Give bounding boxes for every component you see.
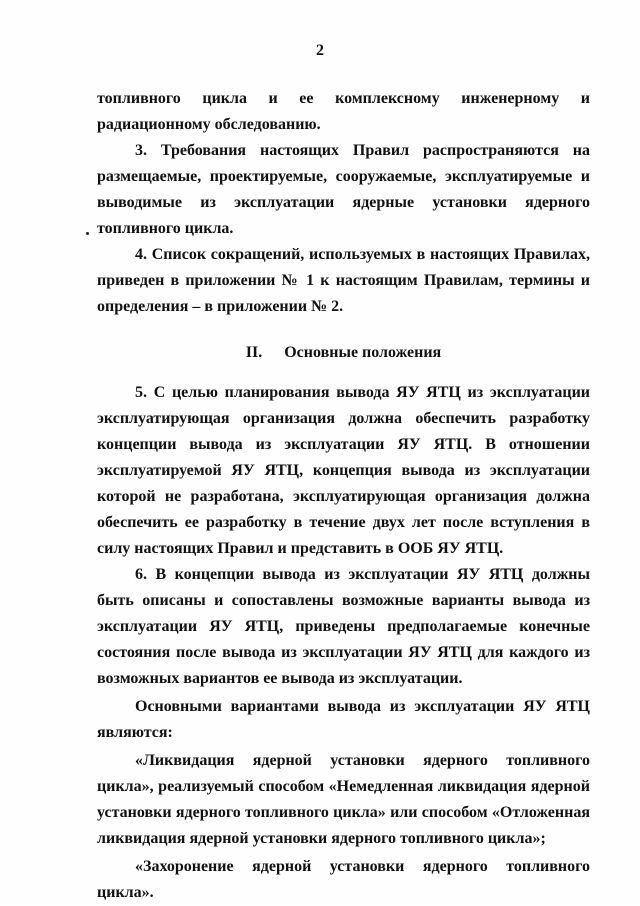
variant-liquidation: «Ликвидация ядерной установки ядерного топливного цикла», реализуемый способом «Немедленная ликвидация ядерной установки ядерного топливного цикла» или способом «Отложенная ликвидация ядерной установки ядерного топливного цикла»; <box>97 752 590 847</box>
paragraph-5: 5. С целью планирования вывода ЯУ ЯТЦ из эксплуатации эксплуатирующая организация должна обеспечить разработку концепции вывода из эксплуатации ЯУ ЯТЦ. В отношении эксплуатируемой ЯУ ЯТЦ, концепция вывода из эксплуатации которой не разработана, эксплуатирующая организация должна обеспечить ее разработку в течение двух лет после вступления в силу настоящих Правил и представить в ООБ ЯУ ЯТЦ. <box>97 384 590 557</box>
section-number: II. <box>245 344 263 361</box>
variants-intro: Основными вариантами вывода из эксплуатации ЯУ ЯТЦ являются: <box>97 698 590 741</box>
paragraph-6: 6. В концепции вывода из эксплуатации ЯУ ЯТЦ должны быть описаны и сопоставлены возможные варианты вывода из эксплуатации ЯУ ЯТЦ, приведены предполагаемые конечные состояния после вывода из эксплуатации ЯУ ЯТЦ для каждого из возможных вариантов ее вывода из эксплуатации. <box>97 566 590 687</box>
page-number: 2 <box>316 42 324 59</box>
section-title: Основные положения <box>284 344 442 361</box>
paragraph-3: 3. Требования настоящих Правил распространяются на размещаемые, проектируемые, сооружаемые, эксплуатируемые и выводимые из эксплуатации ядерные установки ядерного топливного цикла. <box>97 142 590 237</box>
paragraph-4: 4. Список сокращений, используемых в настоящих Правилах, приведен в приложении № 1 к настоящим Правилам, термины и определения – в приложении № 2. <box>97 246 590 315</box>
variant-burial: «Захоронение ядерной установки ядерного топливного цикла». <box>97 858 590 901</box>
section-heading <box>97 340 590 366</box>
document-body <box>97 86 590 906</box>
continued-paragraph: топливного цикла и ее комплексному инженерному и радиационному обследованию. <box>97 90 590 133</box>
scan-speck <box>86 232 89 235</box>
